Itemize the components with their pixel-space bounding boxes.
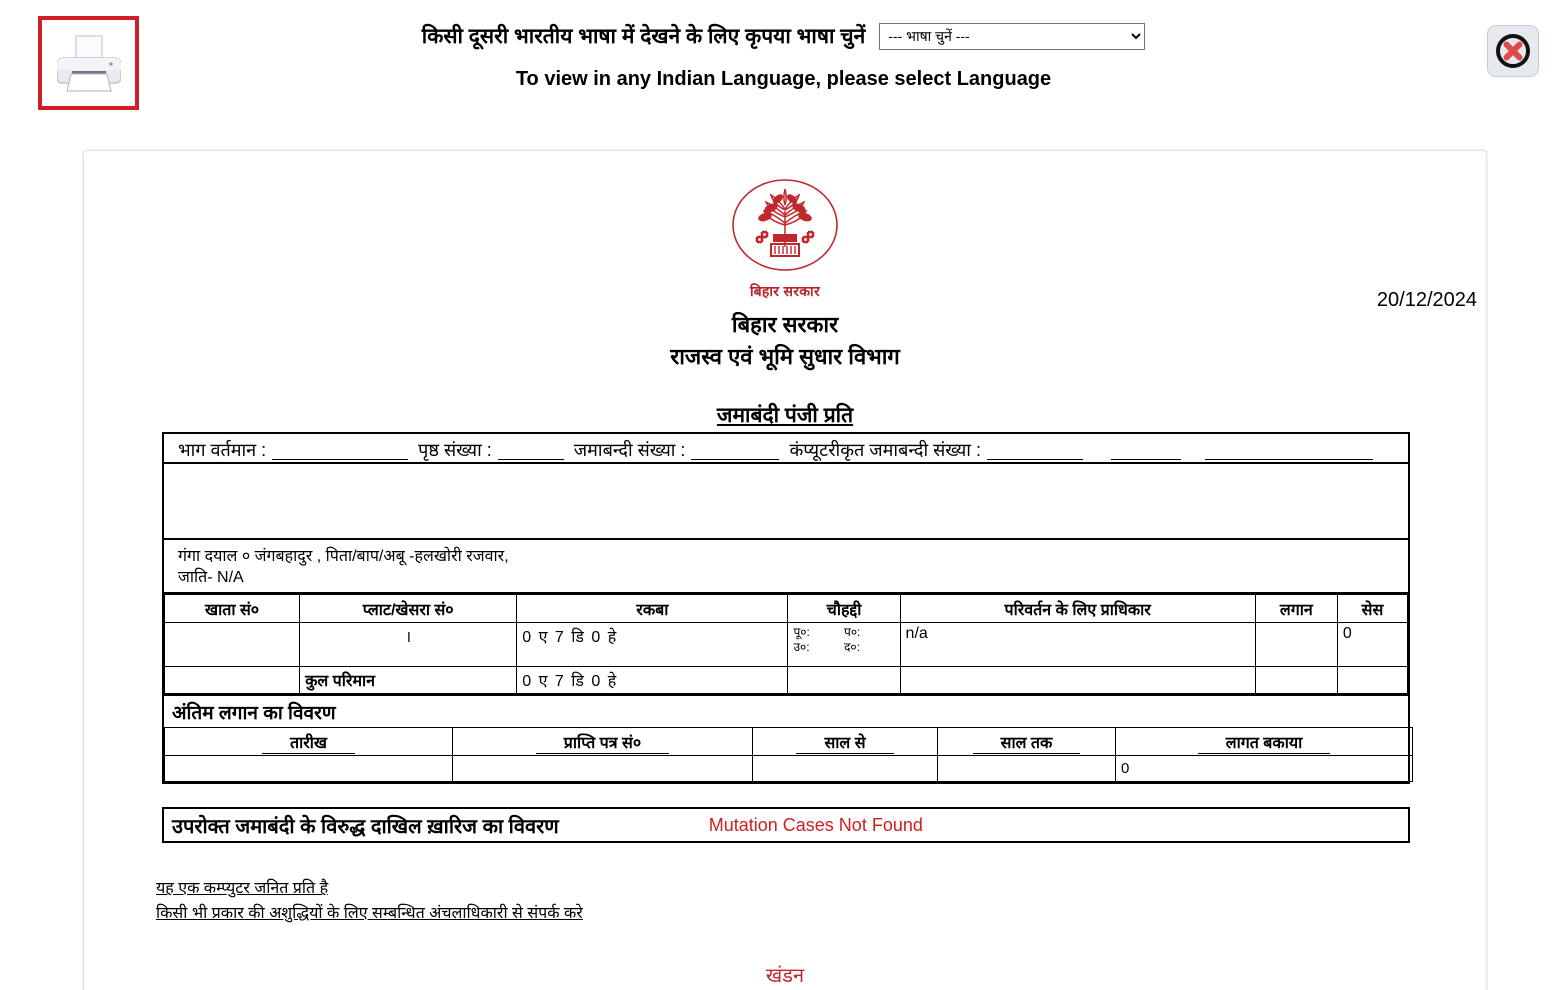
language-prompt-hindi: किसी दूसरी भारतीय भाषा में देखने के लिए कृपया भाषा चुनें bbox=[421, 25, 866, 48]
total-label: कुल परिमान bbox=[300, 667, 517, 694]
cell-authority: n/a bbox=[900, 623, 1255, 667]
bihar-government-emblem-icon bbox=[731, 177, 839, 281]
chauhaddi-dakshin: द०: bbox=[844, 640, 860, 654]
total-cell-khata bbox=[165, 667, 300, 694]
jamabandi-form bbox=[162, 432, 1410, 784]
total-chauhaddi bbox=[788, 667, 900, 694]
table-row bbox=[165, 623, 1408, 667]
footnotes bbox=[156, 876, 583, 926]
cell-lagat-bakaya: 0 bbox=[1116, 756, 1413, 782]
field-jamabandi-sankhya-value bbox=[691, 459, 779, 460]
col-saal-tak: साल तक bbox=[938, 728, 1116, 756]
document-sheet bbox=[83, 150, 1487, 990]
field-computerized-jamabandi-label: कंप्यूटरीकृत जमाबन्दी संख्या : bbox=[789, 440, 981, 460]
cell-prapti-patra bbox=[453, 756, 753, 782]
cell-saal-tak bbox=[938, 756, 1116, 782]
antim-lagan-title: अंतिम लगान का विवरण bbox=[164, 694, 1408, 727]
field-bhag-vartaman-label: भाग वर्तमान : bbox=[178, 440, 267, 460]
department-name: राजस्व एवं भूमि सुधार विभाग bbox=[670, 344, 900, 369]
plot-table-header-row bbox=[165, 595, 1408, 623]
mutation-label: उपरोक्त जमाबंदी के विरुद्ध दाखिल ख़ारिज का विवरण bbox=[172, 815, 559, 838]
owner-name-line: गंगा दयाल ० जंगबहादुर , पिता/बाप/अबू -हलखोरी रजवार, bbox=[178, 548, 509, 565]
lagan-header-row bbox=[165, 728, 1413, 756]
language-select[interactable] bbox=[879, 23, 1145, 50]
col-lagat-bakaya: लागत बकाया bbox=[1116, 728, 1413, 756]
field-jamabandi-sankhya-label: जमाबन्दी संख्या : bbox=[573, 440, 686, 460]
table-total-row bbox=[165, 667, 1408, 694]
col-lagan: लगान bbox=[1255, 595, 1337, 623]
cell-khata bbox=[165, 623, 300, 667]
col-chauhaddi: चौहद्दी bbox=[788, 595, 900, 623]
close-button[interactable] bbox=[1487, 25, 1539, 77]
language-selector-block bbox=[0, 0, 1567, 91]
field-bhag-vartaman-value bbox=[272, 459, 408, 460]
khandan-label: खंडन bbox=[765, 965, 805, 987]
cell-lagan bbox=[1255, 623, 1337, 667]
field-extra-line-2 bbox=[1205, 459, 1373, 460]
total-authority bbox=[900, 667, 1255, 694]
plot-details-table bbox=[164, 594, 1408, 694]
chauhaddi-uttar: उ०: bbox=[793, 640, 810, 654]
emblem-block bbox=[84, 151, 1486, 429]
government-name: बिहार सरकार bbox=[731, 312, 839, 337]
owner-details bbox=[164, 540, 1408, 594]
top-toolbar bbox=[0, 0, 1567, 130]
col-rakba: रकबा bbox=[517, 595, 788, 623]
total-lagan bbox=[1255, 667, 1337, 694]
form-header-fields bbox=[164, 434, 1408, 464]
chauhaddi-paschim: प०: bbox=[844, 625, 861, 639]
owner-caste-line: जाति- N/A bbox=[178, 569, 244, 586]
antim-lagan-table bbox=[164, 727, 1413, 782]
close-x-icon bbox=[1493, 31, 1533, 71]
cell-saal-se bbox=[753, 756, 938, 782]
total-ses bbox=[1337, 667, 1407, 694]
col-saal-se: साल से bbox=[753, 728, 938, 756]
field-computerized-jamabandi-value bbox=[987, 459, 1083, 460]
col-plot-khesra: प्लाट/खेसरा सं० bbox=[300, 595, 517, 623]
emblem-caption: बिहार सरकार bbox=[750, 283, 820, 299]
col-tarikh: तारीख bbox=[165, 728, 453, 756]
document-title: जमाबंदी पंजी प्रति bbox=[716, 404, 854, 427]
language-prompt-english: To view in any Indian Language, please select Language bbox=[515, 68, 1052, 90]
cell-ses: 0 bbox=[1337, 623, 1407, 667]
col-authority: परिवर्तन के लिए प्राधिकार bbox=[900, 595, 1255, 623]
form-blank-band bbox=[164, 464, 1408, 540]
mutation-status: Mutation Cases Not Found bbox=[708, 814, 923, 835]
field-extra-line-1 bbox=[1111, 459, 1181, 460]
col-khata: खाता सं० bbox=[165, 595, 300, 623]
field-prishth-sankhya-label: पृष्ठ संख्या : bbox=[418, 440, 492, 460]
cell-rakba: 0 ए 7 डि 0 हे bbox=[517, 623, 788, 667]
footnote-contact-officer: किसी भी प्रकार की अशुद्धियों के लिए सम्बन्धित अंचलाधिकारी से संपर्क करे bbox=[156, 905, 583, 922]
cell-chauhaddi bbox=[788, 623, 900, 667]
total-rakba: 0 ए 7 डि 0 हे bbox=[517, 667, 788, 694]
footnote-computer-generated: यह एक कम्प्युटर जनित प्रति है bbox=[156, 880, 329, 897]
document-date: 20/12/2024 bbox=[1376, 289, 1477, 311]
mutation-band bbox=[162, 807, 1410, 843]
lagan-data-row bbox=[165, 756, 1413, 782]
chauhaddi-purab: पू०: bbox=[793, 625, 810, 639]
col-ses: सेस bbox=[1337, 595, 1407, 623]
field-prishth-sankhya-value bbox=[498, 459, 564, 460]
cell-plot-khesra: । bbox=[300, 623, 517, 667]
col-prapti-patra: प्राप्ति पत्र सं० bbox=[453, 728, 753, 756]
cell-tarikh bbox=[165, 756, 453, 782]
